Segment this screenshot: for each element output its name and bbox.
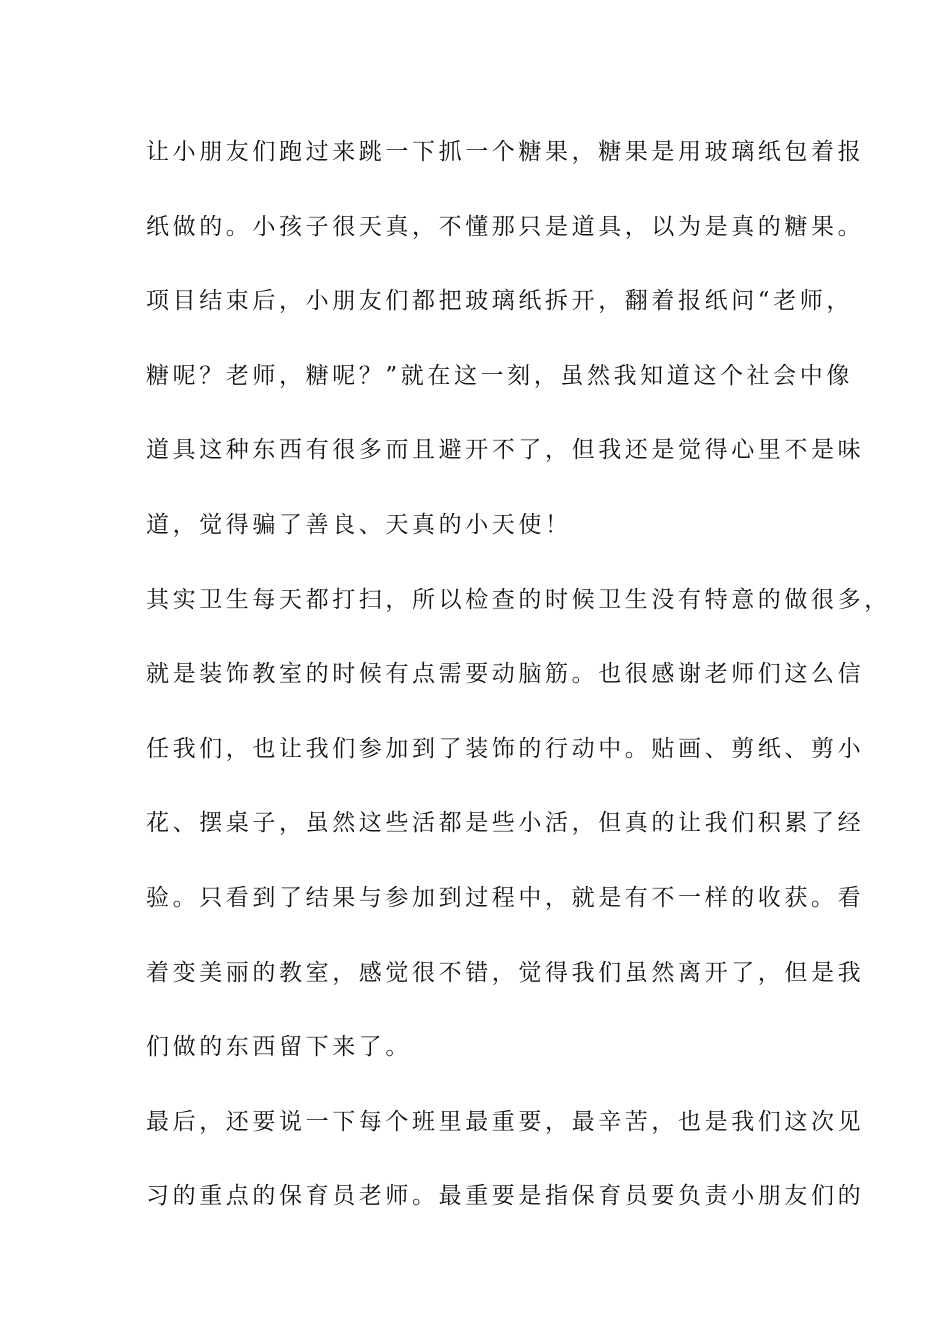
text-line: 最后，还要说一下每个班里最重要，最辛苦，也是我们这次见: [146, 1108, 865, 1135]
text-line: 着变美丽的教室，感觉很不错，觉得我们虽然离开了，但是我: [146, 959, 865, 986]
document-body: [146, 130, 891, 1249]
text-line: 验。只看到了结果与参加到过程中，就是有不一样的收获。看: [146, 884, 865, 911]
text-line: 道，觉得骗了善良、天真的小天使！: [146, 511, 572, 538]
text-line: 花、摆桌子，虽然这些活都是些小活，但真的让我们积累了经: [146, 810, 865, 837]
text-line: 糖呢？老师，糖呢？”就在这一刻，虽然我知道这个社会中像: [146, 362, 853, 389]
text-line: 项目结束后，小朋友们都把玻璃纸拆开，翻着报纸问“老师，: [146, 288, 853, 315]
text-line: 纸做的。小孩子很天真，不懂那只是道具，以为是真的糖果。: [146, 213, 865, 240]
text-line: 让小朋友们跑过来跳一下抓一个糖果，糖果是用玻璃纸包着报: [146, 139, 865, 165]
text-line: 们做的东西留下来了。: [146, 1034, 412, 1061]
text-line: 任我们，也让我们参加到了装饰的行动中。贴画、剪纸、剪小: [146, 735, 865, 762]
text-line: 就是装饰教室的时候有点需要动脑筋。也很感谢老师们这么信: [146, 661, 865, 688]
text-line: 习的重点的保育员老师。最重要是指保育员要负责小朋友们的: [146, 1183, 865, 1210]
text-line: 道具这种东西有很多而且避开不了，但我还是觉得心里不是味: [146, 437, 865, 464]
text-line: 其实卫生每天都打扫，所以检查的时候卫生没有特意的做很多，: [146, 586, 891, 613]
